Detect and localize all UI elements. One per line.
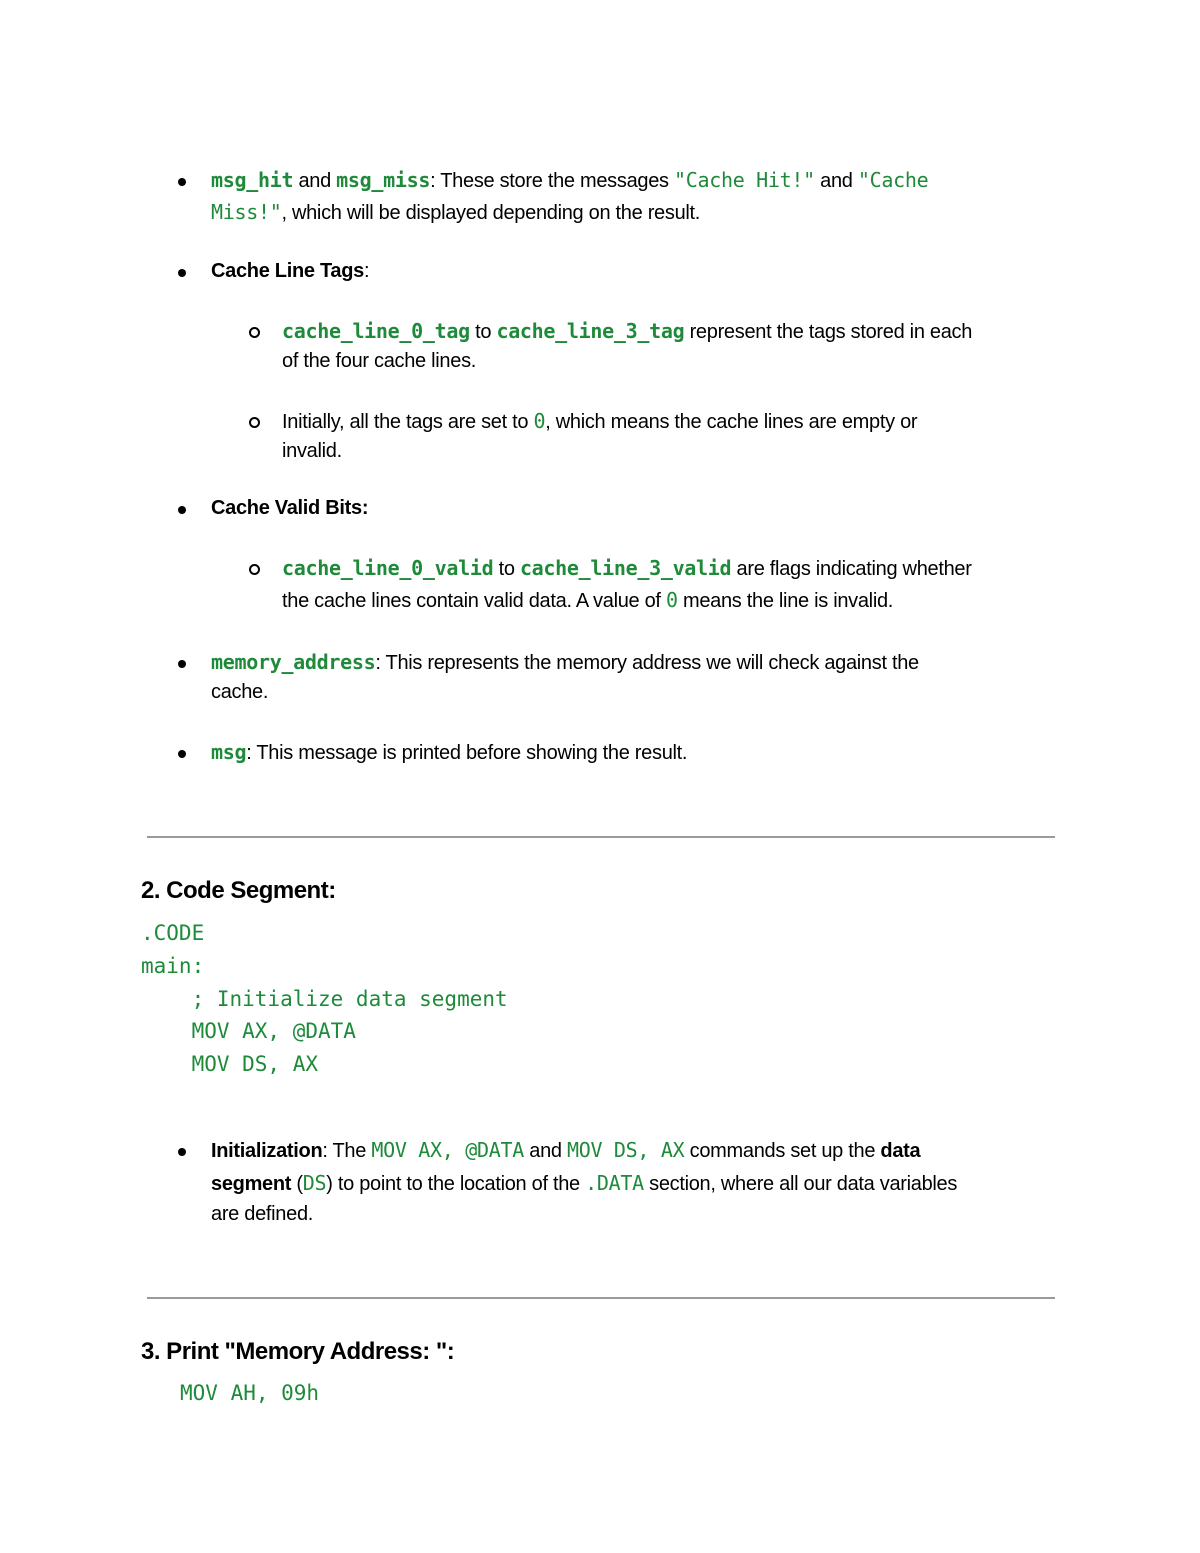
code-mov-ds-ax: MOV DS, AX [566,1138,685,1162]
bold-text: segment [211,1173,292,1195]
code-line-mov-ax: MOV AX, @DATA [141,1019,356,1043]
bullet-dot [178,1148,186,1156]
code-cache-line-0-valid: cache_line_0_valid [282,556,494,580]
code-cache-line-0-tag: cache_line_0_tag [282,319,470,343]
code-zero: 0 [533,409,546,433]
bold-text: data [880,1140,921,1162]
bullet-dot [178,178,186,186]
memaddr-line1 [211,647,919,679]
text: : This message is printed before showing the result. [246,742,688,764]
msg-simple-item [211,737,687,769]
text: are flags indicating whether [731,558,972,580]
bullet-dot [178,269,186,277]
msg-item-line1 [211,165,928,197]
text: section, where all our data variables [643,1173,958,1195]
bullet-dot [178,750,186,758]
text: are defined. [211,1203,314,1225]
horizontal-rule [147,836,1055,838]
init-line3 [211,1199,313,1230]
tags-item [211,256,369,287]
code-line-mov-ah: MOV AH, 09h [180,1381,320,1405]
text: cache. [211,681,269,703]
text: : [363,260,370,282]
text: represent the tags stored in each [684,321,973,343]
init-line2 [211,1168,957,1200]
text: commands set up the [684,1140,881,1162]
code-cache-line-3-valid: cache_line_3_valid [519,556,732,580]
bullet-circle [249,327,260,338]
section-3-heading: 3. Print "Memory Address: ": [141,1338,455,1365]
text: : These store the messages [430,170,674,192]
text: : This represents the memory address we will check against the [375,652,919,674]
code-line-main: main: [141,954,205,978]
text: to [493,558,520,580]
code-msg-miss: msg_miss [336,168,431,192]
code-mov-ax-data: MOV AX, @DATA [371,1138,524,1162]
valid-title: Cache Valid Bits: [211,497,369,519]
text: and [814,170,858,192]
bullet-circle [249,564,260,575]
bullet-dot [178,660,186,668]
text: ( [291,1173,303,1195]
bullet-dot [178,506,186,514]
valid-sub1-line1 [282,553,972,585]
bullet-circle [249,417,260,428]
tags-sub2-line2 [282,436,342,467]
code-dot-data: .DATA [585,1171,644,1195]
text: , which will be displayed depending on the result. [281,202,701,224]
text: to [469,321,497,343]
code-line-comment: ; Initialize data segment [141,987,508,1011]
tags-title: Cache Line Tags [211,260,364,282]
text: invalid. [282,440,342,462]
text: : The [322,1140,372,1162]
text: , which means the cache lines are empty or [545,411,918,433]
code-ds: DS [302,1171,327,1195]
tags-sub1-line1 [282,316,972,348]
section-2-heading: 2. Code Segment: [141,877,336,904]
text: means the line is invalid. [677,590,894,612]
text: Initially, all the tags are set to [282,411,534,433]
text: ) to point to the location of the [326,1173,586,1195]
tags-sub2-line1 [282,406,917,438]
code-line-mov-ds: MOV DS, AX [141,1052,319,1076]
code-memory-address: memory_address [211,650,376,674]
code-msg-hit: msg_hit [211,168,294,192]
valid-sub1-line2 [282,585,893,617]
code-cache-hit-string: "Cache Hit!" [674,168,815,192]
code-msg: msg [211,740,247,764]
init-label: Initialization [211,1140,323,1162]
init-line1 [211,1135,920,1167]
code-zero: 0 [665,588,678,612]
code-cache-line-3-tag: cache_line_3_tag [496,319,685,343]
text: of the four cache lines. [282,350,477,372]
tags-sub1-line2 [282,346,476,377]
code-cache-string-start: "Cache [857,168,929,192]
code-miss-string-end: Miss!" [211,200,282,224]
msg-item-line2 [211,197,700,229]
horizontal-rule [147,1297,1055,1299]
text: and [293,170,337,192]
text: the cache lines contain valid data. A value of [282,590,666,612]
code-line-code: .CODE [141,921,205,945]
text: and [523,1140,567,1162]
memaddr-line2 [211,677,268,708]
